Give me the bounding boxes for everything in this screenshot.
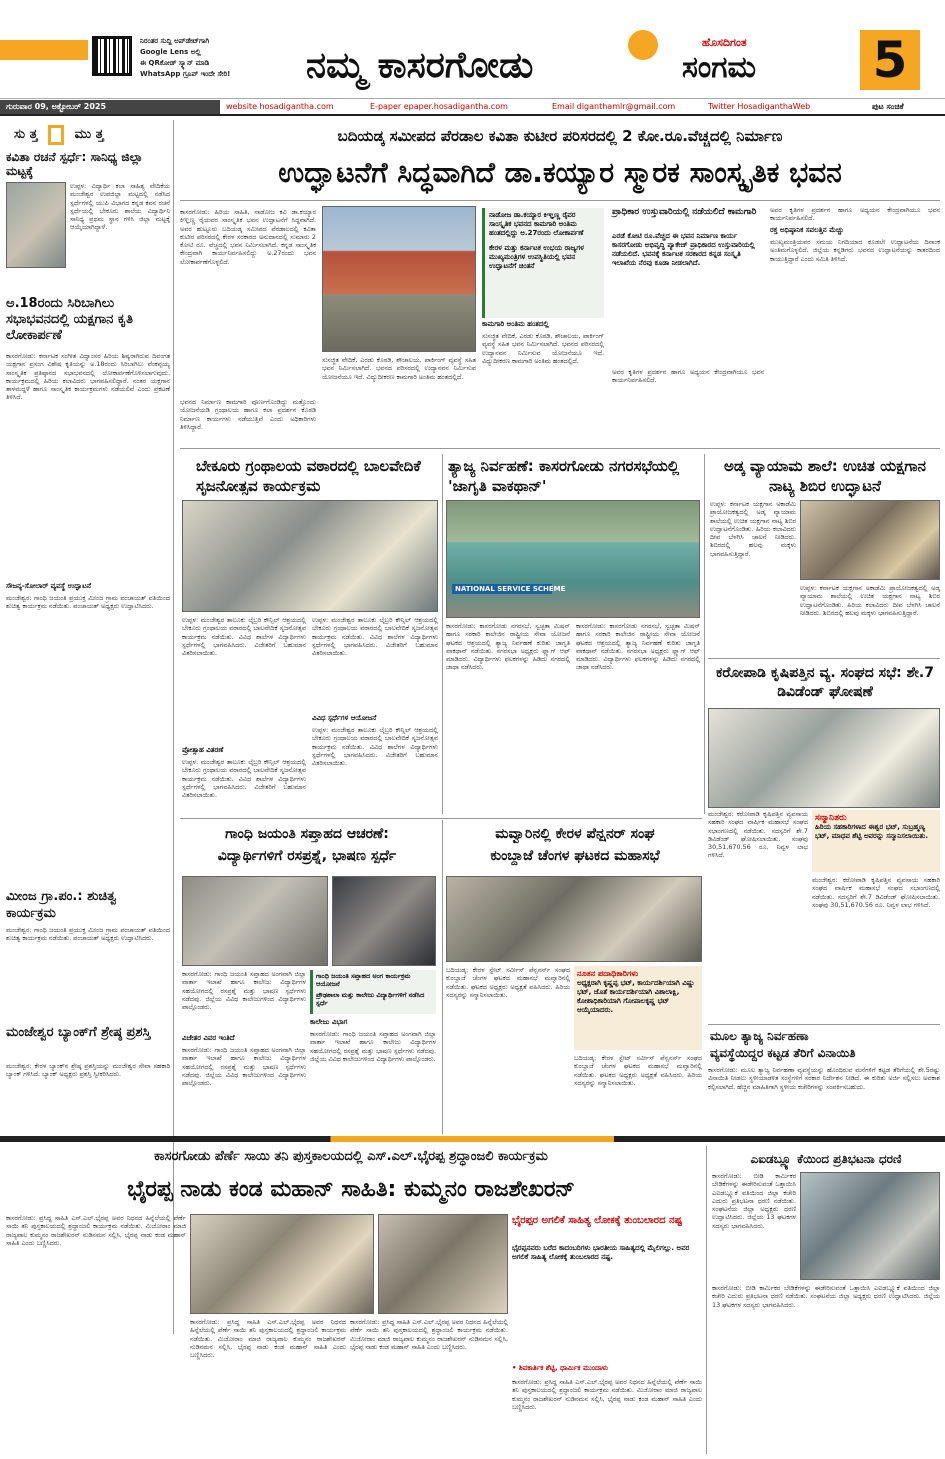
bekur-photo [182,500,438,612]
brand-small: ಹೊಸದಿಗಂತ [702,36,747,49]
sidebar-item2-sub: ಸೌಜನ್ಯ-ಸೋಲಾರ್ ವ್ಯವಸ್ಥೆ ಉದ್ಘಾಟನೆ [6,582,92,590]
lead-text-5: ಅವರ ಕೃತಿಗಳ ಪ್ರದರ್ಶನ ಹಾಗೂ ಅಧ್ಯಯನ ಕೇಂದ್ರವಾಗಿಯೂ ಭವನ ಕಾರ್ಯನಿರ್ವಹಿಸಲಿದೆ. [612,368,764,385]
pages-label: ಪುಟ ಸಂಚಿಕೆ [872,102,904,111]
sidebar-item2-text: ಕಾಸರಗೋಡು: ಕರ್ನಾಟಕ ಸಂಗೀತ ವಿದ್ವಾಂಸರ ಹಿರಿಯ ಶಿಷ್ಯರಾಗಿರುವ ದಿವಂಗತ ಯಕ್ಷಗಾನ ಪ್ರಸಂಗ ವಿಶೇಷ ಕೃತಿಯನ್ನು ಅ.18ರಂದು ಸಿರಿಬಾಗಿಲು ವೆಂಕಪ್ಪಯ್ಯ ಸಾಂಸ್ಕೃತಿಕ ಪ್ರತಿಷ್ಠಾನದ ಸಭಾಭವನದಲ್ಲಿ ಲೋಕಾರ್ಪಣೆಗೊಳಿಸಲಾಗುವುದು. ಕಾರ್ಯಕ್ರಮದಲ್ಲಿ ಹಿರಿಯ ಕಲಾವಿದರು ಭಾಗವಹಿಸಲಿದ್ದಾರೆ. ನಂತರ ಯಕ್ಷಗಾನ ತಾಳಮದ್ದಳೆ ಹಾಗೂ ಸಾಂಸ್ಕೃತಿಕ ಕಾರ್ಯಕ್ರಮಗಳು ನಡೆಯಲಿವೆ ಎಂದು ಪ್ರಕಟಣೆ ತಿಳಿಸಿದೆ. [6,352,170,402]
bhyrappa-text-2: ಕಾಸರಗೋಡು: ಪ್ರಸಿದ್ಧ ಸಾಹಿತಿ ಎಸ್.ಎಲ್.ಭೈರಪ್ಪ ಅವರ ನಿಧನದ ಹಿನ್ನೆಲೆಯಲ್ಲಿ ಪೆರ್ಣೆ ಸಾಯಿ ತನಿ ಪುಸ್ತಕಾಲಯದಲ್ಲಿ ಶ್ರದ್ಧಾಂಜಲಿ ಕಾರ್ಯಕ್ರಮ ನಡೆಯಿತು. ಮಿಜೋರಾಂ ಮಾಜಿ ರಾಜ್ಯಪಾಲ ಕುಮ್ಮನಂ ರಾಜಶೇಖರನ್ ನುಡಿನಮನ ಸಲ್ಲಿಸಿ, ಭೈರಪ್ಪ ನಾಡು ಕಂಡ ಮಹಾನ್ ಸಾಹಿತಿ ಎಂದು ಬಣ್ಣಿಸಿದರು. [190,1318,346,1360]
dividend-box [812,810,940,872]
dividend-bottom-rule [708,1024,940,1025]
bekur-sub-2: ವಿವಿಧ ಸ್ಪರ್ಧೆಗಳ ಆಯೋಜನೆ [312,714,377,722]
sidebar-logo-icon [48,125,64,145]
sidebar-item2-title: ಅ.18ರಂದು ಸಿರಿಬಾಗಿಲು ಸಭಾಭವನದಲ್ಲಿ ಯಕ್ಷಗಾನ ಕೃತಿ ಲೋಕಾರ್ಪಣೆ [6,296,134,343]
gandhi-text-3: ಕಾಸರಗೋಡು: ಗಾಂಧಿ ಜಯಂತಿ ಸಪ್ತಾಹದ ಅಂಗವಾಗಿ ಜಿಲ್ಲಾ ವಾರ್ತಾ ಇಲಾಖೆ ಹಾಗೂ ಕಾಲೇಜು ವಿದ್ಯಾರ್ಥಿಗಳ ಸಹಯೋಗದಲ್ಲಿ ರಸಪ್ರಶ್ನೆ ಮತ್ತು ಭಾಷಣ ಸ್ಪರ್ಧೆಗಳು ನಡೆದವು. ಜಿಲ್ಲೆಯ ವಿವಿಧ ಕಾಲೇಜುಗಳಿಂದ ವಿದ್ಯಾರ್ಥಿಗಳು ಪಾಲ್ಗೊಂಡರು. [310,1030,436,1063]
waste-text: ಕಾಸರಗೋಡು: ಮೂಲ ತ್ಯಾಜ್ಯ ನಿರ್ವಹಣಾ ವ್ಯವಸ್ಥೆಯನ್ನು ಹೊಂದಿರುವ ಮನೆಗಳಿಗೆ ಕಟ್ಟಡ ತೆರಿಗೆಯಲ್ಲಿ ಶೇ.5ರಷ್ಟು ವಿನಾಯಿತಿ ನೀಡಲು ಸ್ಥಳೀಯಾಡಳಿತ ಸಂಸ್ಥೆಗಳಿಗೆ ಸರಕಾರ ನಿರ್ದೇಶನ ನೀಡಿದೆ. ಈ ಕುರಿತು ಅರ್ಜಿ ಸಲ್ಲಿಸಲು ಅವಕಾಶ ಕಲ್ಪಿಸಲಾಗಿದೆ. ಹೆಚ್ಚಿನ ಮಾಹಿತಿಗಾಗಿ ಸ್ಥಳೀಯ ಕಚೇರಿಗಳನ್ನು ಸಂಪರ್ಕಿಸಬಹುದು. [708,1066,940,1091]
lead-box-item-2: ಕೇರಳ ಮತ್ತು ಕರ್ನಾಟಕ ಉಭಯ ರಾಜ್ಯಗಳ ಮುಖ್ಯಮಂತ್ರಿಗಳ ಉಪಸ್ಥಿತಿಯಲ್ಲಿ ಭವನ ಉದ್ಘಾಟನೆಗೆ ಚಿಂತನೆ [489,244,584,270]
sidebar-logo-left: ಸು ತ್ತ [14,127,38,142]
dividend-headline: ಕರೋಪಾಡಿ ಕೃಷಿಪತ್ತಿನ ವ್ಯ. ಸಂಘದ ಸಭೆ: ಶೇ.7 ಡಿವಿಡೆಂಡ್ ಘೋಷಣೆ [716,665,934,700]
twitter-link[interactable]: Twitter HosadiganthaWeb [708,102,811,111]
pensioners-headline-1: ಮವ್ವಾರಿನಲ್ಲಿ ಕೇರಳ ಪೆನ್ಷನರ್ ಸಂಘ [495,826,655,842]
gandhi-text-2: ಕಾಸರಗೋಡು: ಗಾಂಧಿ ಜಯಂತಿ ಸಪ್ತಾಹದ ಅಂಗವಾಗಿ ಜಿಲ್ಲಾ ವಾರ್ತಾ ಇಲಾಖೆ ಹಾಗೂ ಕಾಲೇಜು ವಿದ್ಯಾರ್ಥಿಗಳ ಸಹಯೋಗದಲ್ಲಿ ರಸಪ್ರಶ್ನೆ ಮತ್ತು ಭಾಷಣ ಸ್ಪರ್ಧೆಗಳು ನಡೆದವು. ಜಿಲ್ಲೆಯ ವಿವಿಧ ಕಾಲೇಜುಗಳಿಂದ ವಿದ್ಯಾರ್ಥಿಗಳು ಪಾಲ್ಗೊಂಡರು. [182,1046,306,1088]
sidebar-item1-title: ಕವಿತಾ ರಚನೆ ಸ್ಪರ್ಧೆ: ಸಾನಿಧ್ಯ ಜಿಲ್ಲಾ ಮಟ್ಟಕ್ಕೆ [6,150,143,178]
lead-top-rule [180,200,940,201]
walkathon-headline: ತ್ಯಾಜ್ಯ ನಿರ್ವಹಣೆ: ಕಾಸರಗೋಡು ನಗರಸಭೆಯಲ್ಲಿ 'ಜಾಗೃತಿ ವಾಕಥಾನ್' [448,457,680,495]
protest-headline: ಎಐಡಬ್ಲ್ಯೂ ಕೆಯಿಂದ ಪ್ರತಿಭಟನಾ ಧರಣಿ [750,1152,902,1166]
bhyrappa-text-3: ಕಾಸರಗೋಡು: ಪ್ರಸಿದ್ಧ ಸಾಹಿತಿ ಎಸ್.ಎಲ್.ಭೈರಪ್ಪ ಅವರ ನಿಧನದ ಹಿನ್ನೆಲೆಯಲ್ಲಿ ಪೆರ್ಣೆ ಸಾಯಿ ತನಿ ಪುಸ್ತಕಾಲಯದಲ್ಲಿ ಶ್ರದ್ಧಾಂಜಲಿ ಕಾರ್ಯಕ್ರಮ ನಡೆಯಿತು. ಮಿಜೋರಾಂ ಮಾಜಿ ರಾಜ್ಯಪಾಲ ಕುಮ್ಮನಂ ರಾಜಶೇಖರನ್ ನುಡಿನಮನ ಸಲ್ಲಿಸಿ, ಭೈರಪ್ಪ ನಾಡು ಕಂಡ ಮಹಾನ್ ಸಾಹಿತಿ ಎಂದು ಬಣ್ಣಿಸಿದರು. [350,1318,508,1351]
yakshagana-photo [800,500,940,580]
bekur-text: ಉಪ್ಪಳ: ಮಂಜೇಶ್ವರ ತಾಲೂಕು ಲೈಬ್ರರಿ ಕೌನ್ಸಿಲ್ ಆಶ್ರಯದಲ್ಲಿ ಬೇಕೂರು ಗ್ರಂಥಾಲಯ ವಠಾರದಲ್ಲಿ ಬಾಲವೇದಿಕೆ ಸೃಜನೋತ್ಸವ ಕಾರ್ಯಕ್ರಮ ನಡೆಯಿತು. ವಿವಿಧ ಶಾಲೆಗಳ ವಿದ್ಯಾರ್ಥಿಗಳು ಸ್ಪರ್ಧೆಗಳಲ್ಲಿ ಭಾಗವಹಿಸಿದರು. ವಿಜೇತರಿಗೆ ಬಹುಮಾನ ವಿತರಿಸಲಾಯಿತು. [182,616,306,658]
walkathon-text: ಕಾಸರಗೋಡು: ಕಾಸರಗೋಡು ನಗರಸಭೆ, ಸ್ವಚ್ಛತಾ ಮಿಷನ್ ಹಾಗೂ ಸರಕಾರಿ ಕಾಲೇಜಿನ ರಾಷ್ಟ್ರೀಯ ಸೇವಾ ಯೋಜನೆ ಘಟಕದ ಆಶ್ರಯದಲ್ಲಿ ತ್ಯಾಜ್ಯ ನಿರ್ವಹಣೆ ಕುರಿತು ಜಾಗೃತಿ ವಾಕಥಾನ್ ನಡೆಯಿತು. ನಗರಸಭಾ ಅಧ್ಯಕ್ಷರು ಫ್ಲ್ಯಾಗ್ ಆಫ್ ಮಾಡಿದರು. ವಿದ್ಯಾರ್ಥಿಗಳು ಫಲಕಗಳನ್ನು ಹಿಡಿದು ನಗರದಲ್ಲಿ ಜಾಥಾ ನಡೆಸಿದರು. [446,622,570,672]
lead-kicker: ಬದಿಯಡ್ಕ ಸಮೀಪದ ಪೆರಡಾಲ ಕವಿತಾ ಕುಟೀರ ಪರಿಸರದಲ್ಲಿ 2 ಕೋ.ರೂ.ವೆಚ್ಚದಲ್ಲಿ ನಿರ್ಮಾಣ [337,127,783,145]
lead-quote-text: ಎರಡೆ ಕೋಟಿ ರೂ.ವೆಚ್ಚದ ಈ ಭವನ ನಿರ್ಮಾಣ ಕಾರ್ಯ ಕಾಸರಗೋಡು ಅಭಿವೃದ್ಧಿ ಪ್ಯಾಕೇಜ್ ಪ್ರಾಧಿಕಾರದ ಉಸ್ತುವಾರಿಯಲ್ಲಿ ನಡೆಯಲಿದೆ. ಭವನಕ್ಕೆ ಕರ್ನಾಟಕ ಸರಕಾರದ ಕನ್ನಡ ಸಂಸ್ಕೃತಿ ಇಲಾಖೆಯ ನೆರವು ಕೂಡಾ ನೀಡಲಾಗಿದೆ. [612,232,755,267]
lead-building-photo [322,206,476,352]
mid-rule [180,818,702,819]
pensioners-box-text: ಅಧ್ಯಕ್ಷರಾಗಿ ಕೃಷ್ಣಪ್ಪ ಭಟ್, ಕಾರ್ಯದರ್ಶಿಯಾಗಿ ವಿಷ್ಣು ಭಟ್, ಜೊತೆ ಕಾರ್ಯದರ್ಶಿಯಾಗಿ ವಿಶಾಲಾಕ್ಷಿ, ಕೋಶಾಧಿಕಾರಿಯಾಗಿ ಗೋಪಾಲಕೃಷ್ಣ ಭಟ್ ಆಯ್ಕೆಯಾದರು. [577,979,695,1014]
sidebar-item1-text: ಉಪ್ಪಳ: ವಿದ್ಯಾರ್ಥಿ ಕಲಾ ಸಾಹಿತ್ಯ ವೇದಿಕೆಯ ಮಂಜೇಶ್ವರ ಉಪಜಿಲ್ಲಾ ಮಟ್ಟದಲ್ಲಿ ನಡೆಸಿದ ಸ್ಪರ್ಧೆಗಳಲ್ಲಿ ಯುಪಿ ವಿಭಾಗದ ಕನ್ನಡ ಕವನ ರಚನೆ ಸ್ಪರ್ಧೆಯಲ್ಲಿ ಬೇಕೂರು ಶಾಲೆಯ ವಿದ್ಯಾರ್ಥಿನಿ ಸಾನಿಧ್ಯ ಪ್ರಥಮ ಸ್ಥಾನ ಗಳಿಸಿ ಜಿಲ್ಲಾ ಮಟ್ಟಕ್ಕೆ ಆಯ್ಕೆಯಾಗಿದ್ದಾಳೆ. [70,182,170,232]
epaper-link[interactable]: E-paper epaper.hosadigantha.com [370,102,508,111]
website-link[interactable]: website hosadigantha.com [226,102,334,111]
col-divider-2 [704,454,705,814]
bekur-sub: ಪ್ರೋತ್ಸಾಹ ವಿತರಣೆ [182,746,224,754]
sidebar-item3-text: ಮಂಜೇಶ್ವರ: ಗಾಂಧಿ ಜಯಂತಿ ಪ್ರಯುಕ್ತ ಮೀಂಜ ಗ್ರಾಮ ಪಂಚಾಯತ್ ವತಿಯಿಂದ ಶುಚಿತ್ವ ಕಾರ್ಯಕ್ರಮ ನಡೆಯಿತು. ಪಂಚಾಯತ್ ಅಧ್ಯಕ್ಷರು ಉದ್ಘಾಟಿಸಿದರು. [6,926,170,943]
lead-headline: ಉದ್ಘಾಟನೆಗೆ ಸಿದ್ಧವಾಗಿದೆ ಡಾ.ಕಯ್ಯಾರ ಸ್ಮಾರಕ ಸಾಂಸ್ಕೃತಿಕ ಭವನ [278,156,842,189]
bhyrappa-photo-2 [378,1214,508,1314]
masthead-sun-icon [628,30,658,60]
yakshagana-bottom-rule [708,658,940,659]
sidebar-item2-text-2: ಮಂಜೇಶ್ವರ: ಗಾಂಧಿ ಜಯಂತಿ ಪ್ರಯುಕ್ತ ಮೀಂಜ ಗ್ರಾಮ ಪಂಚಾಯತ್ ವತಿಯಿಂದ ಶುಚಿತ್ವ ಕಾರ್ಯಕ್ರಮ ನಡೆಯಿತು. ಪಂಚಾಯತ್ ಅಧ್ಯಕ್ಷರು ಉದ್ಘಾಟಿಸಿದರು. [6,594,170,611]
qr-line-1: ನಿರಂತರ ಸುದ್ದಿ ಅಪ್‌ಡೇಟ್‌ಗಾಗಿ [140,37,210,45]
col-divider-1 [442,454,443,814]
bhyrappa-headline: ಭೈರಪ್ಪ ನಾಡು ಕಂಡ ಮಹಾನ್ ಸಾಹಿತಿ: ಕುಮ್ಮನಂ ರಾಜಶೇಖರನ್ [127,1177,575,1202]
col-divider-3 [442,820,443,1134]
walkathon-text-2: ಕಾಸರಗೋಡು: ಕಾಸರಗೋಡು ನಗರಸಭೆ, ಸ್ವಚ್ಛತಾ ಮಿಷನ್ ಹಾಗೂ ಸರಕಾರಿ ಕಾಲೇಜಿನ ರಾಷ್ಟ್ರೀಯ ಸೇವಾ ಯೋಜನೆ ಘಟಕದ ಆಶ್ರಯದಲ್ಲಿ ತ್ಯಾಜ್ಯ ನಿರ್ವಹಣೆ ಕುರಿತು ಜಾಗೃತಿ ವಾಕಥಾನ್ ನಡೆಯಿತು. ನಗರಸಭಾ ಅಧ್ಯಕ್ಷರು ಫ್ಲ್ಯಾಗ್ ಆಫ್ ಮಾಡಿದರು. ವಿದ್ಯಾರ್ಥಿಗಳು ಫಲಕಗಳನ್ನು ಹಿಡಿದು ನಗರದಲ್ಲಿ ಜಾಥಾ ನಡೆಸಿದರು. [576,622,700,672]
bhyrappa-kicker: ಕಾಸರಗೋಡು ಪೆರ್ಣೆ ಸಾಯಿ ತನಿ ಪುಸ್ತಕಾಲಯದಲ್ಲಿ ಎಸ್.ಎಲ್.ಭೈರಪ್ಪ ಶ್ರದ್ಧಾಂಜಲಿ ಕಾರ್ಯಕ್ರಮ [154,1149,548,1164]
waste-headline-2: ವ್ಯವಸ್ಥೆಯಿದ್ದರ ಕಟ್ಟಡ ತೆರಿಗೆ ವಿನಾಯಿತಿ [710,1046,856,1060]
qr-line-4: WhatsApp ಗ್ರೂಪ್ ಇಂದೇ ಸೇರಿ! [140,70,231,78]
gandhi-box-item-2: ಪ್ರೌಢಶಾಲಾ ಮತ್ತು ಕಾಲೇಜು ವಿದ್ಯಾರ್ಥಿಗಳಿಗೆ ನಡೆಸಿದ ಸ್ಪರ್ಧೆ [316,991,425,1007]
lead-text-3: ಸುಸಜ್ಜಿತ ವೇದಿಕೆ, ಎರಡು ಕೊಠಡಿ, ಶೌಚಾಲಯ, ಪಾರ್ಕಿಂಗ್ ವ್ಯವಸ್ಥೆ ಸಹಿತ ಭವನ ನಿರ್ಮಿಸಲಾಗಿದೆ. ಭವನದ ಪರಿಸರದಲ್ಲಿ ಉದ್ಯಾನವನ ನಿರ್ಮಿಸುವ ಯೋಜನೆಯೂ ಇದೆ. ವಿದ್ಯುದೀಕರಣ ಕಾಮಗಾರಿ ಅಂತಿಮ ಹಂತದಲ್ಲಿದೆ. [322,356,476,381]
lead-box-item-1: ನಾಡೋಜ ಡಾ.ಕಯ್ಯಾರ ಕಿಞ್ಞಣ್ಣ ರೈವರ ಸಾಂಸ್ಕೃತಿಕ ಭವನದ ಕಾಮಗಾರಿ ಅಂತಿಮ ಹಂತದಲ್ಲಿದ್ದು ಅ.27ರಂದು ಲೋಕಾರ್ಪಣೆ [489,211,584,237]
sidebar-item4-title: ಮಂಜೇಶ್ವರ ಬ್ಯಾಂಕ್‌ಗೆ ಶ್ರೇಷ್ಠ ಪ್ರಶಸ್ತಿ [6,1025,151,1040]
gandhi-sub-2: ಕಾಲೇಜು ವಿಭಾಗ [310,1018,348,1026]
gandhi-box [310,970,436,1014]
dividend-box-title: ಸನ್ಮಾನಿತರು [815,813,847,823]
bekur-text-3: ಉಪ್ಪಳ: ಮಂಜೇಶ್ವರ ತಾಲೂಕು ಲೈಬ್ರರಿ ಕೌನ್ಸಿಲ್ ಆಶ್ರಯದಲ್ಲಿ ಬೇಕೂರು ಗ್ರಂಥಾಲಯ ವಠಾರದಲ್ಲಿ ಬಾಲವೇದಿಕೆ ಸೃಜನೋತ್ಸವ ಕಾರ್ಯಕ್ರಮ ನಡೆಯಿತು. ವಿವಿಧ ಶಾಲೆಗಳ ವಿದ್ಯಾರ್ಥಿಗಳು ಸ್ಪರ್ಧೆಗಳಲ್ಲಿ ಭಾಗವಹಿಸಿದರು. ವಿಜೇತರಿಗೆ ಬಹುಮಾನ ವಿತರಿಸಲಾಯಿತು. [312,616,438,658]
lead-box [482,208,604,318]
page-number: 5 [860,30,920,90]
dividend-text-2: ಮಂಜೇಶ್ವರ: ಕರೋಪಾಡಿ ಕೃಷಿಪತ್ತಿನ ವ್ಯವಸಾಯ ಸಹಕಾರಿ ಸಂಘದ ವಾರ್ಷಿಕ ಮಹಾಸಭೆ ಸಂಘದ ಸಭಾಂಗಣದಲ್ಲಿ ನಡೆಯಿತು. ಸದಸ್ಯರಿಗೆ ಶೇ.7 ಡಿವಿಡೆಂಡ್ ಘೋಷಿಸಲಾಯಿತು. ಸಂಘವು 30,51,670.56 ರೂ. ನಿವ್ವಳ ಲಾಭ ಗಳಿಸಿದೆ. [812,876,940,909]
brand-big: ಸಂಗಮ [682,50,756,85]
pensioners-text-2: ಬದಿಯಡ್ಕ: ಕೇರಳ ಸ್ಟೇಟ್ ಸರ್ವೀಸ್ ಪೆನ್ಷನರ್ಸ್ ಸಂಘದ ಕುಂಬ್ದಾಜೆ ಚೆಂಗಳ ಘಟಕದ ಮಹಾಸಭೆ ಮವ್ವಾರಿನಲ್ಲಿ ನಡೆಯಿತು. ಘಟಕದ ಅಧ್ಯಕ್ಷರು ಅಧ್ಯಕ್ಷತೆ ವಹಿಸಿದರು. ಹಿರಿಯ ಸದಸ್ಯರನ್ನು ಸನ್ಮಾನಿಸಲಾಯಿತು. [574,1054,702,1087]
yakshagana-text-2: ಉಪ್ಪಳ: ಕರ್ನಾಟಕ ಯಕ್ಷಗಾನ ಅಕಾಡೆಮಿ ಪ್ರಾಯೋಜಕತ್ವದಲ್ಲಿ ಅಡ್ಕ ವ್ಯಾಯಾಮ ಶಾಲೆಯಲ್ಲಿ ಉಚಿತ ಯಕ್ಷಗಾನ ನಾಟ್ಯ ಶಿಬಿರ ಉದ್ಘಾಟನೆಗೊಂಡಿತು. ಹಿರಿಯ ಕಲಾವಿದರು ದೀಪ ಬೆಳಗಿಸಿ ಚಾಲನೆ ನೀಡಿದರು. ಶಿಬಿರದಲ್ಲಿ ಹಲವು ಮಕ್ಕಳು ಭಾಗವಹಿಸುತ್ತಿದ್ದಾರೆ. [800,584,940,617]
col-divider-4 [706,1146,707,1454]
yakshagana-headline: ಅಡ್ಕ ವ್ಯಾಯಾಮ ಶಾಲೆ: ಉಚಿತ ಯಕ್ಷಗಾನ ನಾಟ್ಯ ಶಿಬಿರ ಉದ್ಘಾಟನೆ [723,457,927,495]
pensioners-box [574,966,702,1050]
dividend-text: ಮಂಜೇಶ್ವರ: ಕರೋಪಾಡಿ ಕೃಷಿಪತ್ತಿನ ವ್ಯವಸಾಯ ಸಹಕಾರಿ ಸಂಘದ ವಾರ್ಷಿಕ ಮಹಾಸಭೆ ಸಂಘದ ಸಭಾಂಗಣದಲ್ಲಿ ನಡೆಯಿತು. ಸದಸ್ಯರಿಗೆ ಶೇ.7 ಡಿವಿಡೆಂಡ್ ಘೋಷಿಸಲಾಯಿತು. ಸಂಘವು 30,51,670.56 ರೂ. ನಿವ್ವಳ ಲಾಭ ಗಳಿಸಿದೆ. [708,810,808,860]
sidebar-item1-text-cont [6,270,170,290]
lead-text-4: ಸುಸಜ್ಜಿತ ವೇದಿಕೆ, ಎರಡು ಕೊಠಡಿ, ಶೌಚಾಲಯ, ಪಾರ್ಕಿಂಗ್ ವ್ಯವಸ್ಥೆ ಸಹಿತ ಭವನ ನಿರ್ಮಿಸಲಾಗಿದೆ. ಭವನದ ಪರಿಸರದಲ್ಲಿ ಉದ್ಯಾನವನ ನಿರ್ಮಿಸುವ ಯೋಜನೆಯೂ ಇದೆ. ವಿದ್ಯುದೀಕರಣ ಕಾಮಗಾರಿ ಅಂತಿಮ ಹಂತದಲ್ಲಿದೆ. [482,332,604,365]
bottom-band-rule [0,1136,945,1142]
lead-quote-title: ಪ್ರಾಧಿಕಾರ ಉಸ್ತುವಾರಿಯಲ್ಲಿ ನಡೆಯಲಿದೆ ಕಾಮಗಾರಿ [612,207,757,217]
email-link[interactable]: Email diganthamlr@gmail.com [552,102,676,111]
masthead-title: ನಮ್ಮ ಕಾಸರಗೋಡು [306,45,534,86]
sidebar-portrait-photo [6,182,66,268]
bhyrappa-text: ಕಾಸರಗೋಡು: ಪ್ರಸಿದ್ಧ ಸಾಹಿತಿ ಎಸ್.ಎಲ್.ಭೈರಪ್ಪ ಅವರ ನಿಧನದ ಹಿನ್ನೆಲೆಯಲ್ಲಿ ಪೆರ್ಣೆ ಸಾಯಿ ತನಿ ಪುಸ್ತಕಾಲಯದಲ್ಲಿ ಶ್ರದ್ಧಾಂಜಲಿ ಕಾರ್ಯಕ್ರಮ ನಡೆಯಿತು. ಮಿಜೋರಾಂ ಮಾಜಿ ರಾಜ್ಯಪಾಲ ಕುಮ್ಮನಂ ರಾಜಶೇಖರನ್ ನುಡಿನಮನ ಸಲ್ಲಿಸಿ, ಭೈರಪ್ಪ ನಾಡು ಕಂಡ ಮಹಾನ್ ಸಾಹಿತಿ ಎಂದು ಬಣ್ಣಿಸಿದರು. [6,1214,186,1247]
waste-headline-1: ಮೂಲ ತ್ಯಾಜ್ಯ ನಿರ್ವಹಣಾ [710,1029,809,1043]
gandhi-headline-2: ವಿದ್ಯಾರ್ಥಿಗಳಿಗೆ ರಸಪ್ರಶ್ನೆ, ಭಾಷಣ ಸ್ಪರ್ಧೆ [217,848,397,864]
lead-sub-2: ಕಾಮಗಾರಿ ಅಂತಿಮ ಹಂತದಲ್ಲಿ [482,320,549,328]
lead-text-1: ಕಾಸರಗೋಡು: ಹಿರಿಯ ಸಾಹಿತಿ, ನಾಡೋಜ ಕವಿ ಡಾ.ಕಯ್ಯಾರ ಕಿಞ್ಞಣ್ಣ ರೈಯವರ ಸಾಂಸ್ಕೃತಿಕ ಭವನ ಉದ್ಘಾಟನೆಗೆ ಸಿದ್ಧವಾಗಿದೆ. ಅವರ ಹುಟ್ಟೂರು ಬದಿಯಡ್ಕ ಸಮೀಪದ ಪೆರಡಾಲದಲ್ಲಿ ಕವಿತಾ ಕುಟೀರ ಪರಿಸರದಲ್ಲಿ ಕೇರಳ ಸರಕಾರದ ಅನುದಾನದಲ್ಲಿ ಸುಮಾರು 2 ಕೋಟಿ ರೂ. ವೆಚ್ಚದಲ್ಲಿ ಭವನ ನಿರ್ಮಿಸಲಾಗಿದೆ. ಕನ್ನಡ ಸಾಂಸ್ಕೃತಿಕ ಕೇಂದ್ರವಾಗಿ ಕಾರ್ಯನಿರ್ವಹಿಸಲಿದ್ದು ಅ.27ರಂದು ಭವನ ಲೋಕಾರ್ಪಣೆಗೊಳ್ಳಲಿದೆ. [180,208,316,266]
qr-code [92,36,132,76]
gandhi-headline-1: ಗಾಂಧಿ ಜಯಂತಿ ಸಪ್ತಾಹದ ಆಚರಣೆ: [225,826,389,842]
bhyrappa-callout-text: ಭೈರಪ್ಪನವರು ಬರೆದ ಕಾದಂಬರಿಗಳು ಭಾರತೀಯ ಸಾಹಿತ್ಯದಲ್ಲಿ ಮೈಲಿಗಲ್ಲು. ಅವರ ಅಗಲಿಕೆ ಸಾಹಿತ್ಯ ಲೋಕಕ್ಕೆ ತುಂಬಲಾರದ ನಷ್ಟ. [512,1244,690,1261]
qr-line-3: ಈ QRಕೋಡ್ ಸ್ಕ್ಯಾನ್ ಮಾಡಿ [140,59,210,67]
qr-line-2: Google Lens ಅಲ್ಲಿ [140,48,201,56]
lead-text-2: ಭವನದ ನಿರ್ಮಾಣ ಕಾಮಗಾರಿ ಪೂರ್ಣಗೊಂಡಿದ್ದು ಮತ್ತೊಂದು ಯೋಜನೆಯಡಿ ಗ್ರಂಥಾಲಯ ಹಾಗೂ ಕಲಾ ಪ್ರದರ್ಶನ ಕೊಠಡಿ ನಿರ್ಮಾಣ ಕಾರ್ಯಗಳು ನಡೆಯುತ್ತಿವೆ ಎಂದು ಅಧಿಕಾರಿಗಳು ತಿಳಿಸಿದ್ದಾರೆ. [180,398,316,431]
protest-photo [800,1172,940,1280]
protest-text-2: ಕಾಸರಗೋಡು: ಬೀಡಿ ಕಾರ್ಮಿಕರ ಬೇಡಿಕೆಗಳನ್ನು ಈಡೇರಿಸುವಂತೆ ಒತ್ತಾಯಿಸಿ ಎಐಡಬ್ಲ್ಯೂಕೆ ವತಿಯಿಂದ ಜಿಲ್ಲಾ ಕಚೇರಿ ಎದುರು ಪ್ರತಿಭಟನಾ ಧರಣಿ ನಡೆಯಿತು. ಸಂಘಟನೆಯ ಜಿಲ್ಲಾ ಅಧ್ಯಕ್ಷರು ಧರಣಿ ಉದ್ಘಾಟಿಸಿದರು. ಜಿಲ್ಲೆಯ 13 ಘಟಕಗಳ ಸದಸ್ಯರು ಭಾಗವಹಿಸಿದರು. [712,1284,940,1309]
sidebar-logo [14,124,164,146]
lead-text-6: ಅವರ ಕೃತಿಗಳ ಪ್ರದರ್ಶನ ಹಾಗೂ ಅಧ್ಯಯನ ಕೇಂದ್ರವಾಗಿಯೂ ಭವನ ಕಾರ್ಯನಿರ್ವಹಿಸಲಿದೆ. [770,206,940,223]
bekur-headline: ಬೇಕೂರು ಗ್ರಂಥಾಲಯ ವಠಾರದಲ್ಲಿ ಬಾಲವೇದಿಕೆ ಸೃಜನೋತ್ಸವ ಕಾರ್ಯಕ್ರಮ [196,457,421,495]
walkathon-photo [446,500,700,618]
gandhi-text: ಕಾಸರಗೋಡು: ಗಾಂಧಿ ಜಯಂತಿ ಸಪ್ತಾಹದ ಅಂಗವಾಗಿ ಜಿಲ್ಲಾ ವಾರ್ತಾ ಇಲಾಖೆ ಹಾಗೂ ಕಾಲೇಜು ವಿದ್ಯಾರ್ಥಿಗಳ ಸಹಯೋಗದಲ್ಲಿ ರಸಪ್ರಶ್ನೆ ಮತ್ತು ಭಾಷಣ ಸ್ಪರ್ಧೆಗಳು ನಡೆದವು. ಜಿಲ್ಲೆಯ ವಿವಿಧ ಕಾಲೇಜುಗಳಿಂದ ವಿದ್ಯಾರ್ಥಿಗಳು ಪಾಲ್ಗೊಂಡರು. [182,970,306,1012]
bhyrappa-callout-title: ಭೈರಪ್ಪರ ಅಗಲಿಕೆ ಸಾಹಿತ್ಯ ಲೋಕಕ್ಕೆ ತುಂಬಲಾರದ ನಷ್ಟ [512,1215,683,1226]
dividend-photo [708,708,940,808]
gandhi-sub: ವಿಜೇತರ ವಿವರ ಇಂತಿದೆ [182,1034,235,1042]
header-accent-bar [0,40,88,60]
yakshagana-text: ಉಪ್ಪಳ: ಕರ್ನಾಟಕ ಯಕ್ಷಗಾನ ಅಕಾಡೆಮಿ ಪ್ರಾಯೋಜಕತ್ವದಲ್ಲಿ ಅಡ್ಕ ವ್ಯಾಯಾಮ ಶಾಲೆಯಲ್ಲಿ ಉಚಿತ ಯಕ್ಷಗಾನ ನಾಟ್ಯ ಶಿಬಿರ ಉದ್ಘಾಟನೆಗೊಂಡಿತು. ಹಿರಿಯ ಕಲಾವಿದರು ದೀಪ ಬೆಳಗಿಸಿ ಚಾಲನೆ ನೀಡಿದರು. ಶಿಬಿರದಲ್ಲಿ ಹಲವು ಮಕ್ಕಳು ಭಾಗವಹಿಸುತ್ತಿದ್ದಾರೆ. [710,500,796,558]
pensioners-text: ಬದಿಯಡ್ಕ: ಕೇರಳ ಸ್ಟೇಟ್ ಸರ್ವೀಸ್ ಪೆನ್ಷನರ್ಸ್ ಸಂಘದ ಕುಂಬ್ದಾಜೆ ಚೆಂಗಳ ಘಟಕದ ಮಹಾಸಭೆ ಮವ್ವಾರಿನಲ್ಲಿ ನಡೆಯಿತು. ಘಟಕದ ಅಧ್ಯಕ್ಷರು ಅಧ್ಯಕ್ಷತೆ ವಹಿಸಿದರು. ಹಿರಿಯ ಸದಸ್ಯರನ್ನು ಸನ್ಮಾನಿಸಲಾಯಿತು. [446,966,570,999]
bekur-text-4: ಉಪ್ಪಳ: ಮಂಜೇಶ್ವರ ತಾಲೂಕು ಲೈಬ್ರರಿ ಕೌನ್ಸಿಲ್ ಆಶ್ರಯದಲ್ಲಿ ಬೇಕೂರು ಗ್ರಂಥಾಲಯ ವಠಾರದಲ್ಲಿ ಬಾಲವೇದಿಕೆ ಸೃಜನೋತ್ಸವ ಕಾರ್ಯಕ್ರಮ ನಡೆಯಿತು. ವಿವಿಧ ಶಾಲೆಗಳ ವಿದ್ಯಾರ್ಥಿಗಳು ಸ್ಪರ್ಧೆಗಳಲ್ಲಿ ಭಾಗವಹಿಸಿದರು. ವಿಜೇತರಿಗೆ ಬಹುಮಾನ ವಿತರಿಸಲಾಯಿತು. [312,726,438,768]
gandhi-photo-2 [332,876,436,966]
bekur-text-2: ಉಪ್ಪಳ: ಮಂಜೇಶ್ವರ ತಾಲೂಕು ಲೈಬ್ರರಿ ಕೌನ್ಸಿಲ್ ಆಶ್ರಯದಲ್ಲಿ ಬೇಕೂರು ಗ್ರಂಥಾಲಯ ವಠಾರದಲ್ಲಿ ಬಾಲವೇದಿಕೆ ಸೃಜನೋತ್ಸವ ಕಾರ್ಯಕ್ರಮ ನಡೆಯಿತು. ವಿವಿಧ ಶಾಲೆಗಳ ವಿದ್ಯಾರ್ಥಿಗಳು ಸ್ಪರ್ಧೆಗಳಲ್ಲಿ ಭಾಗವಹಿಸಿದರು. ವಿಜೇತರಿಗೆ ಬಹುಮಾನ ವಿತರಿಸಲಾಯಿತು. [182,758,306,800]
bhyrappa-callout-foot: • ಶಿವಕಾರ್ತಿಕ ಶೆಟ್ಟಿ, ಧಾರ್ಮಿಕ ಮುಂದಾಳು [512,1364,608,1372]
gandhi-photo-1 [182,876,328,966]
pensioners-box-title: ನೂತನ ಪದಾಧಿಕಾರಿಗಳು [577,969,639,978]
walkathon-banner: NATIONAL SERVICE SCHEME [452,584,552,594]
date-label: ಗುರುವಾರ 09, ಅಕ್ಟೋಬರ್ 2025 [0,100,220,114]
pensioners-headline-2: ಕುಂಬ್ದಾಜೆ ಚೆಂಗಳ ಘಟಕದ ಮಹಾಸಭೆ [490,848,660,864]
lead-text-7: ಮುಖ್ಯಮಂತ್ರಿಯವರ ಸಮಯ ನಿಗದಿಯಾದ ಕೂಡಲೇ ಉದ್ಘಾಟನೆಯ ದಿನಾಂಕ ಅಂತಿಮಗೊಳ್ಳಲಿದೆ. ಜಿಲ್ಲೆಯ ಕನ್ನಡಿಗರು ಭವನದ ಉದ್ಘಾಟನೆಯನ್ನು ಕಾತರದಿಂದ ಕಾಯುತ್ತಿದ್ದಾರೆ ಎಂದು ಸಮಿತಿ ತಿಳಿಸಿದೆ. [770,238,940,263]
lead-bottom-rule [180,448,940,449]
bhyrappa-text-4: ಕಾಸರಗೋಡು: ಪ್ರಸಿದ್ಧ ಸಾಹಿತಿ ಎಸ್.ಎಲ್.ಭೈರಪ್ಪ ಅವರ ನಿಧನದ ಹಿನ್ನೆಲೆಯಲ್ಲಿ ಪೆರ್ಣೆ ಸಾಯಿ ತನಿ ಪುಸ್ತಕಾಲಯದಲ್ಲಿ ಶ್ರದ್ಧಾಂಜಲಿ ಕಾರ್ಯಕ್ರಮ ನಡೆಯಿತು. ಮಿಜೋರಾಂ ಮಾಜಿ ರಾಜ್ಯಪಾಲ ಕುಮ್ಮನಂ ರಾಜಶೇಖರನ್ ನುಡಿನಮನ ಸಲ್ಲಿಸಿ, ಭೈರಪ್ಪ ನಾಡು ಕಂಡ ಮಹಾನ್ ಸಾಹಿತಿ ಎಂದು ಬಣ್ಣಿಸಿದರು. [512,1378,702,1411]
sidebar-item3-title: ಮೀಂಜ ಗ್ರಾ.ಪಂ.: ಶುಚಿತ್ವ ಕಾರ್ಯಕ್ರಮ [6,889,117,921]
sidebar-logo-right: ಮು ತ್ತ [74,127,104,142]
dividend-box-text: ಹಿರಿಯ ಸಹಕಾರಿಗಳಾದ ಈಶ್ವರ ಭಟ್, ಸುಬ್ರಹ್ಮಣ್ಯ ಭಟ್, ಮಾಧವ ಶೆಟ್ಟಿ ಅವರನ್ನು ಸನ್ಮಾನಿಸಲಾಯಿತು. [815,823,929,840]
protest-text: ಕಾಸರಗೋಡು: ಬೀಡಿ ಕಾರ್ಮಿಕರ ಬೇಡಿಕೆಗಳನ್ನು ಈಡೇರಿಸುವಂತೆ ಒತ್ತಾಯಿಸಿ ಎಐಡಬ್ಲ್ಯೂಕೆ ವತಿಯಿಂದ ಜಿಲ್ಲಾ ಕಚೇರಿ ಎದುರು ಪ್ರತಿಭಟನಾ ಧರಣಿ ನಡೆಯಿತು. ಸಂಘಟನೆಯ ಜಿಲ್ಲಾ ಅಧ್ಯಕ್ಷರು ಧರಣಿ ಉದ್ಘಾಟಿಸಿದರು. ಜಿಲ್ಲೆಯ 13 ಘಟಕಗಳ ಸದಸ್ಯರು ಭಾಗವಹಿಸಿದರು. [712,1172,796,1230]
pensioners-photo [446,876,702,962]
sidebar-item4-text: ಮಂಜೇಶ್ವರ: ಕೇರಳ ಬ್ಯಾಂಕ್‌ನ ಶ್ರೇಷ್ಠ ಪ್ರಶಸ್ತಿಯನ್ನು ಮಂಜೇಶ್ವರ ಸೇವಾ ಸಹಕಾರಿ ಬ್ಯಾಂಕ್ ಗಳಿಸಿದೆ. ಬ್ಯಾಂಕ್ ಅಧ್ಯಕ್ಷರು ಪ್ರಶಸ್ತಿ ಸ್ವೀಕರಿಸಿದರು. [6,1062,170,1079]
qr-caption [140,36,305,80]
lead-sub-3: ರಕ್ತ ಅಧಿಷ್ಠಾನಿಕ ಸವಲತ್ತಿನ ಮೆಚ್ಚು [770,226,844,234]
info-bar [0,98,945,116]
gandhi-box-item-1: ಗಾಂಧಿ ಜಯಂತಿ ಸಪ್ತಾಹದ ಅಂಗ ಕಾರ್ಯಕ್ರಮ ಆಯೋಜನೆ [316,972,411,988]
bhyrappa-photo-1 [190,1214,374,1314]
